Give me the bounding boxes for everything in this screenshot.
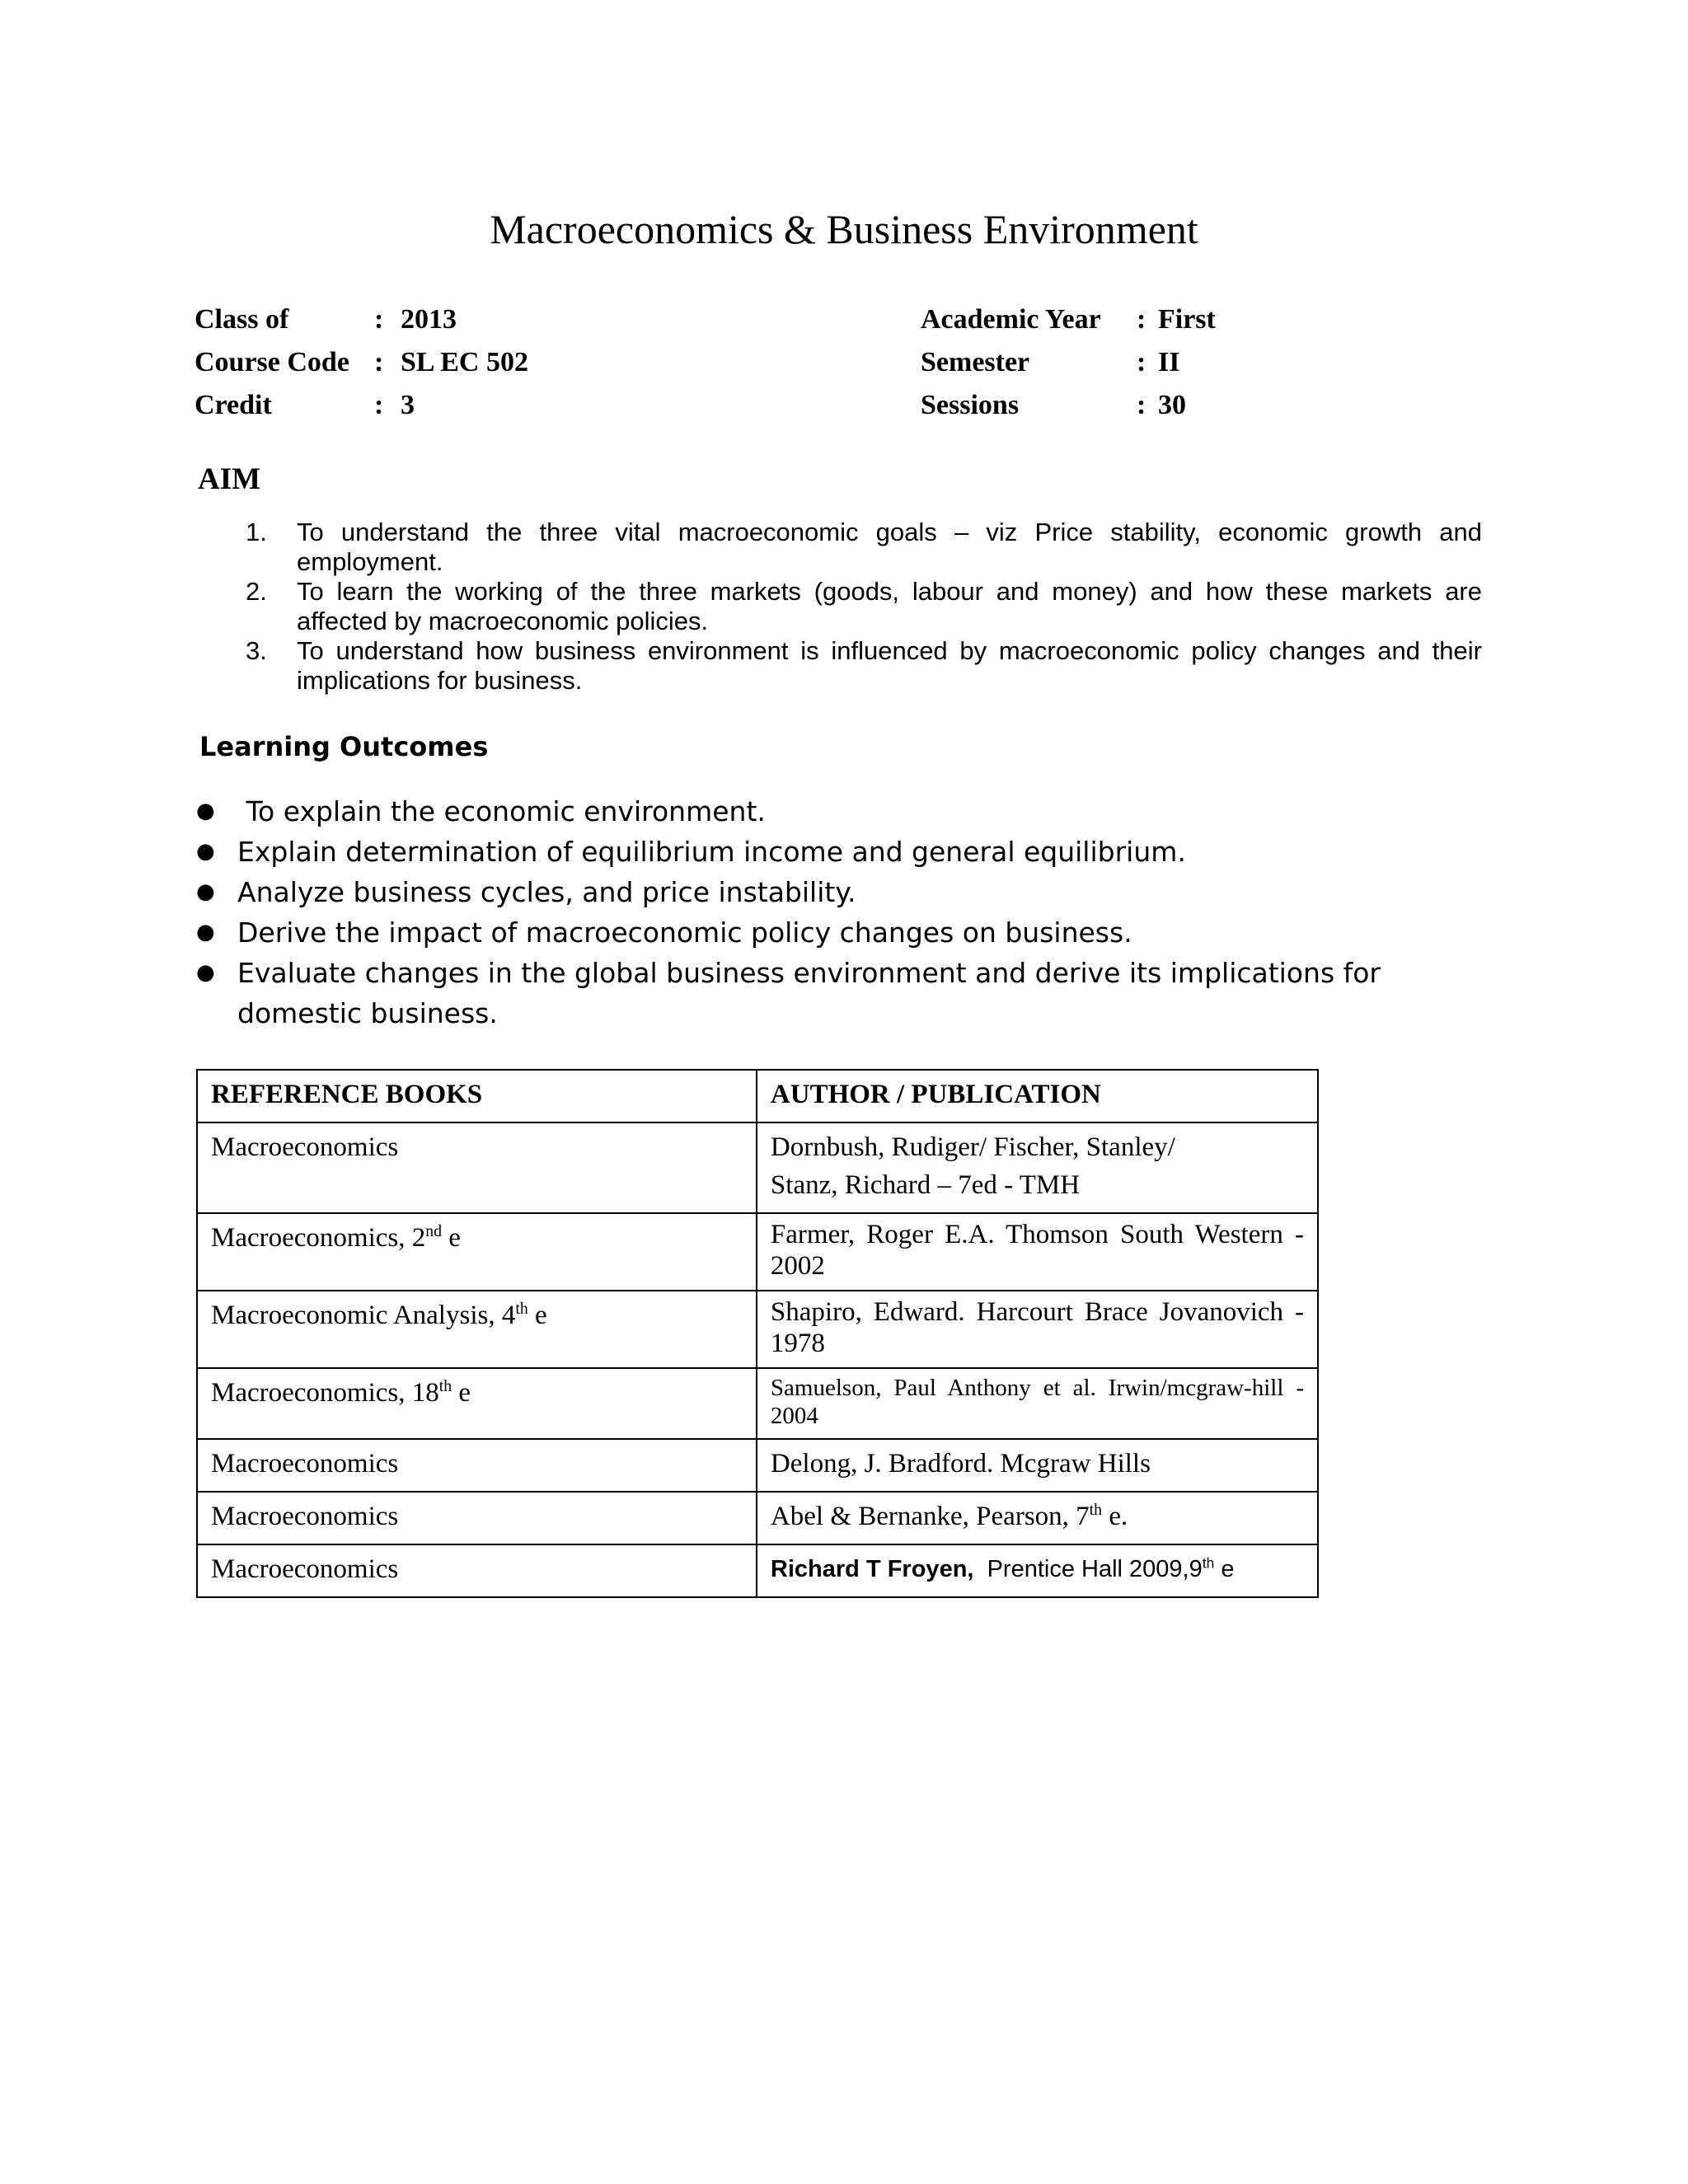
aim-item-number: 2. — [246, 577, 267, 606]
book-title: Macroeconomics — [211, 1449, 399, 1479]
book-title: Macroeconomic Analysis, 4 — [211, 1301, 516, 1330]
aim-item-text: To understand the three vital macroeconomic goals – viz Price stability, economic growth and employment. — [297, 518, 1482, 576]
table-row — [197, 1122, 1318, 1213]
ordinal-suffix: th — [438, 1377, 452, 1395]
aim-item-number: 3. — [246, 636, 267, 665]
aim-item-number: 1. — [246, 518, 267, 546]
book-cell — [197, 1544, 757, 1597]
aim-item — [246, 577, 1482, 636]
author-text: Delong, J. Bradford. Mcgraw Hills — [770, 1449, 1151, 1479]
bullet-icon: ● — [196, 799, 215, 823]
bullet-icon: ● — [196, 839, 215, 864]
column-header-author-publication: AUTHOR / PUBLICATION — [757, 1070, 1318, 1122]
bullet-icon: ● — [196, 879, 215, 904]
aim-list — [246, 518, 1482, 696]
ordinal-suffix: th — [515, 1300, 528, 1318]
semester-label: Semester — [921, 347, 1030, 377]
table-header-row — [197, 1070, 1318, 1122]
course-code-value: SL EC 502 — [401, 347, 528, 377]
list-item-text: Explain determination of equilibrium income and general equilibrium. — [237, 836, 1186, 868]
table-row — [197, 1439, 1318, 1492]
bullet-icon: ● — [196, 960, 215, 985]
course-info-left — [195, 303, 607, 419]
aim-item — [246, 518, 1482, 577]
ordinal-suffix: th — [1089, 1501, 1103, 1519]
author-text: Abel & Bernanke, Pearson, 7 — [770, 1502, 1090, 1531]
table-row — [197, 1368, 1318, 1439]
author-text: Prentice Hall 2009,9 — [973, 1556, 1203, 1582]
list-item — [196, 791, 1465, 832]
separator: : — [374, 304, 384, 335]
table-row — [197, 1492, 1318, 1544]
author-text: Samuelson, Paul Anthony et al. Irwin/mcgraw-hill - 2004 — [770, 1375, 1304, 1429]
author-cell — [757, 1368, 1318, 1439]
edition-suffix: e — [528, 1301, 547, 1330]
book-title: Macroeconomics — [211, 1502, 399, 1531]
ordinal-suffix: th — [1202, 1554, 1215, 1572]
aim-item — [246, 636, 1482, 696]
aim-item-text: To learn the working of the three markets (goods, labour and money) and how these markets are affected by macroeconomic policies. — [297, 577, 1482, 635]
separator: : — [1137, 347, 1146, 377]
table-row — [197, 1544, 1318, 1597]
book-cell — [197, 1213, 757, 1291]
author-cell — [757, 1544, 1318, 1597]
author-cell — [757, 1439, 1318, 1492]
book-cell — [197, 1492, 757, 1544]
list-item-text: Derive the impact of macroeconomic policy changes on business. — [237, 916, 1132, 949]
author-cell — [757, 1213, 1318, 1291]
separator: : — [374, 390, 384, 420]
sessions-value: 30 — [1158, 390, 1186, 420]
separator: : — [1137, 390, 1146, 420]
aim-item-text: To understand how business environment is influenced by macroeconomic policy changes and their implications for business. — [297, 636, 1482, 695]
author-line: Stanz, Richard – 7ed - TMH — [770, 1170, 1081, 1200]
learning-outcomes-list — [196, 791, 1465, 1033]
course-info-right — [921, 303, 1333, 419]
book-title: Macroeconomics, 18 — [211, 1378, 439, 1408]
learning-outcomes-heading: Learning Outcomes — [199, 731, 489, 762]
bullet-icon: ● — [196, 920, 215, 944]
edition-suffix: e — [442, 1223, 461, 1253]
author-text: Shapiro, Edward. Harcourt Brace Jovanovich - 1978 — [770, 1297, 1304, 1358]
author-cell — [757, 1291, 1318, 1368]
aim-heading: AIM — [198, 462, 261, 496]
list-item — [196, 872, 1465, 912]
course-code-label: Course Code — [195, 347, 349, 377]
edition-suffix: e — [452, 1378, 471, 1408]
table-row — [197, 1213, 1318, 1291]
edition-suffix: e — [1214, 1556, 1235, 1582]
book-title: Macroeconomics — [211, 1554, 399, 1584]
author-text: Farmer, Roger E.A. Thomson South Western - 2002 — [770, 1220, 1304, 1281]
academic-year-value: First — [1158, 304, 1216, 335]
list-item-text: Evaluate changes in the global business environment and derive its implications for domestic business. — [237, 957, 1381, 1029]
book-title: Macroeconomics — [211, 1132, 399, 1162]
ordinal-suffix: nd — [425, 1222, 443, 1240]
author-cell — [757, 1492, 1318, 1544]
book-cell — [197, 1368, 757, 1439]
credit-value: 3 — [401, 390, 415, 420]
semester-value: II — [1158, 347, 1180, 377]
edition-suffix: e. — [1102, 1502, 1128, 1531]
author-name: Richard T Froyen, — [770, 1556, 974, 1582]
separator: : — [1137, 304, 1146, 335]
class-of-value: 2013 — [401, 304, 457, 335]
list-item — [196, 832, 1465, 872]
book-title: Macroeconomics, 2 — [211, 1223, 426, 1253]
list-item-text: Analyze business cycles, and price instability. — [237, 876, 856, 908]
sessions-label: Sessions — [921, 390, 1020, 420]
author-cell — [757, 1122, 1318, 1213]
column-header-reference-books: REFERENCE BOOKS — [197, 1070, 757, 1122]
document-title: Macroeconomics & Business Environment — [490, 206, 1198, 252]
book-cell — [197, 1122, 757, 1213]
list-item — [196, 953, 1465, 1033]
list-item — [196, 912, 1465, 953]
author-line: Dornbush, Rudiger/ Fischer, Stanley/ — [770, 1132, 1175, 1162]
class-of-label: Class of — [195, 304, 289, 335]
list-item-text: To explain the economic environment. — [237, 795, 766, 827]
table-row — [197, 1291, 1318, 1368]
book-cell — [197, 1439, 757, 1492]
book-cell — [197, 1291, 757, 1368]
separator: : — [374, 347, 384, 377]
credit-label: Credit — [195, 390, 272, 420]
academic-year-label: Academic Year — [921, 304, 1101, 335]
reference-table — [196, 1069, 1319, 1598]
